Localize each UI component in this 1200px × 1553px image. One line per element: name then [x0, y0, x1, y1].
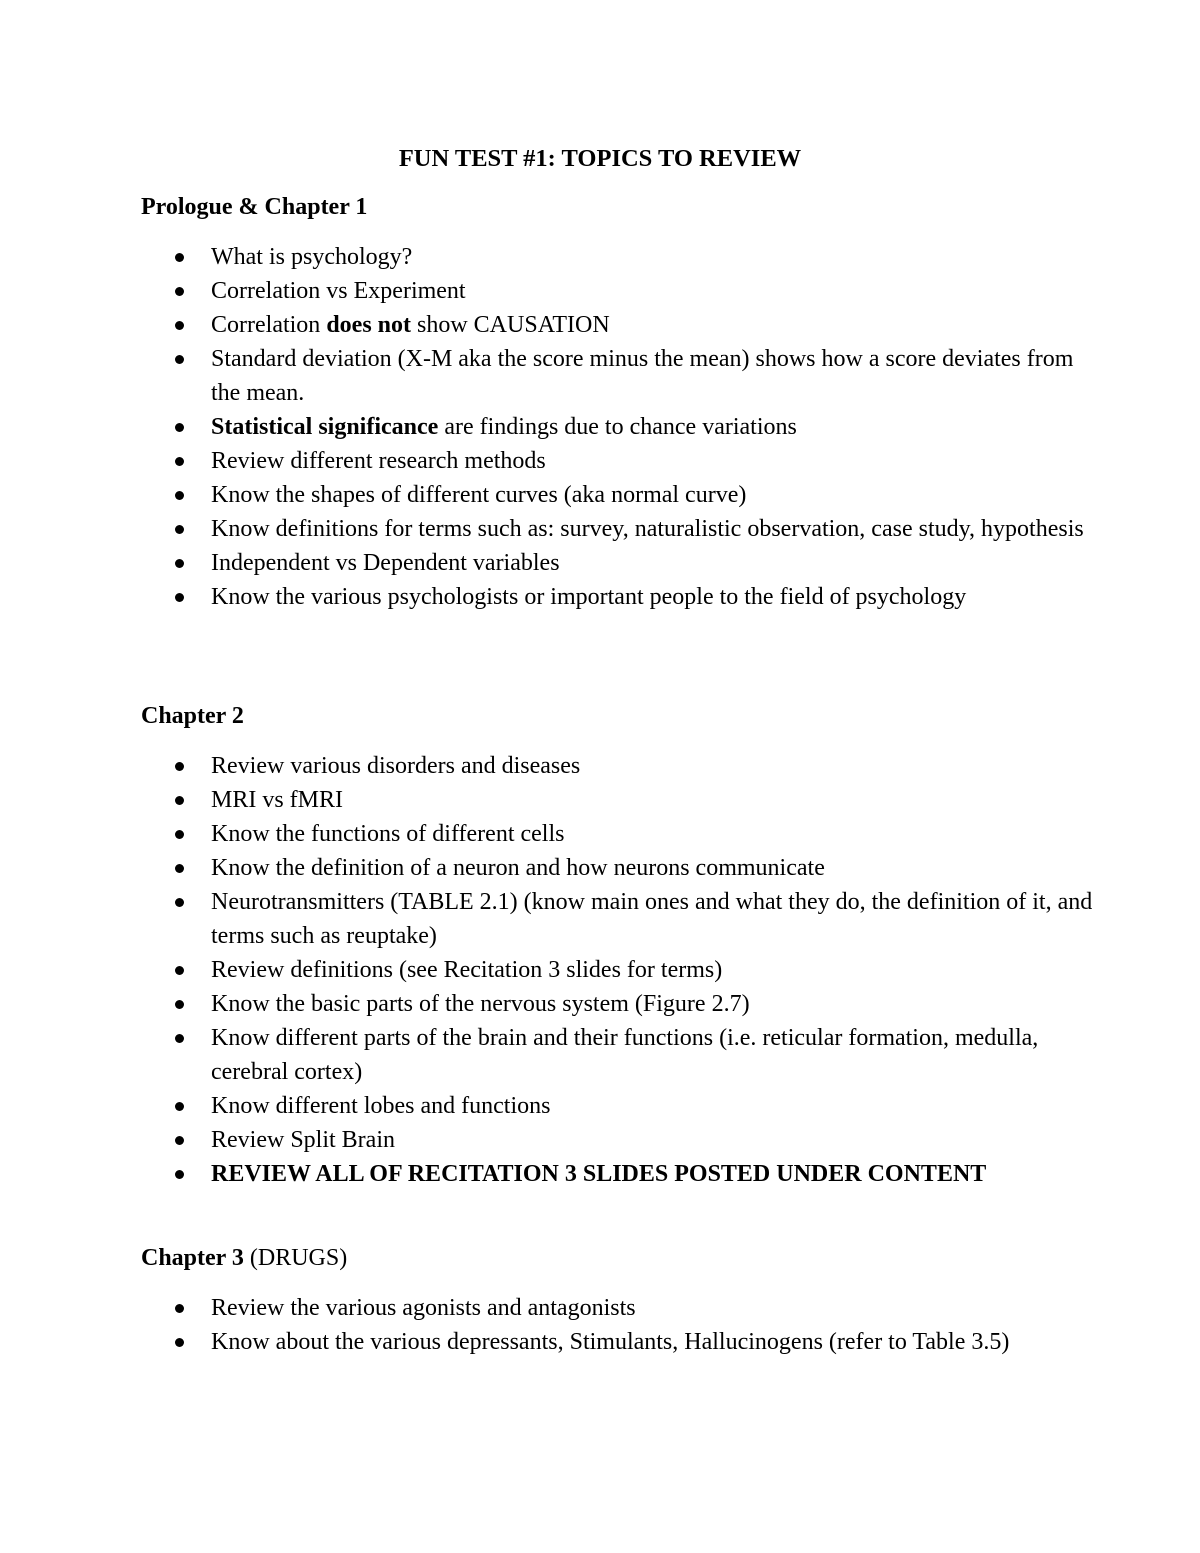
list-item [141, 580, 1101, 614]
list-item [141, 444, 1101, 478]
list-item [141, 308, 1101, 342]
list-item [141, 410, 1101, 444]
bullet-icon [175, 525, 184, 534]
list-item-text-bold: REVIEW ALL OF RECITATION 3 SLIDES POSTED UNDER CONTENT [211, 1161, 987, 1187]
bullet-icon [175, 966, 184, 975]
list-item [141, 953, 1101, 987]
bullet-icon [175, 355, 184, 364]
list-item-text-after: show CAUSATION [411, 312, 610, 338]
section-heading: Prologue & Chapter 1 [141, 194, 368, 220]
list-item [141, 783, 1101, 817]
list-item [141, 342, 1101, 410]
list-item-text: Know the basic parts of the nervous system (Figure 2.7) [211, 991, 750, 1017]
list-item-text: Know the functions of different cells [211, 821, 565, 847]
bullet-icon [175, 457, 184, 466]
section-prologue-chapter-1 [141, 190, 1101, 614]
bullet-icon [175, 864, 184, 873]
list-item-text-bold: does not [326, 312, 411, 338]
bullet-icon [175, 1136, 184, 1145]
list-item [141, 885, 1101, 953]
list-item-text: Standard deviation (X-M aka the score minus the mean) shows how a score deviates from the mean. [211, 346, 1074, 406]
bullet-icon [175, 762, 184, 771]
list-item [141, 274, 1101, 308]
bullet-icon [175, 287, 184, 296]
bullet-icon [175, 1170, 184, 1179]
bullet-icon [175, 559, 184, 568]
document-title: FUN TEST #1: TOPICS TO REVIEW [398, 145, 802, 172]
list-item-text-before: Correlation [211, 312, 327, 338]
bullet-icon [175, 321, 184, 330]
list-item-text: Independent vs Dependent variables [211, 550, 560, 576]
list-item-text: Know about the various depressants, Stimulants, Hallucinogens (refer to Table 3.5) [211, 1329, 1010, 1355]
list-item [141, 987, 1101, 1021]
section-chapter-3-drugs [141, 1241, 1101, 1359]
list-item [141, 851, 1101, 885]
list-item [141, 240, 1101, 274]
list-item [141, 1291, 1101, 1325]
bullet-icon [175, 1034, 184, 1043]
list-item-text: What is psychology? [211, 244, 413, 270]
list-item-text-bold: Statistical significance [211, 414, 439, 440]
bullet-icon [175, 1304, 184, 1313]
list-item-text: Review different research methods [211, 448, 546, 474]
list-item [141, 1157, 1101, 1191]
list-item [141, 1123, 1101, 1157]
list-item [141, 512, 1101, 546]
list-item-text: Review various disorders and diseases [211, 753, 581, 779]
bullet-icon [175, 423, 184, 432]
list-item-text: Review Split Brain [211, 1127, 395, 1153]
bullet-list [141, 240, 1101, 614]
list-item-text: Correlation vs Experiment [211, 278, 466, 304]
bullet-icon [175, 796, 184, 805]
list-item-text: Review the various agonists and antagonists [211, 1295, 636, 1321]
bullet-icon [175, 1000, 184, 1009]
bullet-icon [175, 830, 184, 839]
list-item-text: Know the various psychologists or important people to the field of psychology [211, 584, 967, 610]
list-item-text: Know the shapes of different curves (aka normal curve) [211, 482, 747, 508]
section-heading-bold: Chapter 3 [141, 1245, 244, 1271]
list-item [141, 817, 1101, 851]
bullet-icon [175, 1338, 184, 1347]
section-heading: Chapter 2 [141, 703, 244, 729]
list-item [141, 1021, 1101, 1089]
bullet-icon [175, 898, 184, 907]
list-item-text: Know definitions for terms such as: survey, naturalistic observation, case study, hypothesis [211, 516, 1084, 542]
list-item-text-after: are findings due to chance variations [438, 414, 797, 440]
list-item [141, 749, 1101, 783]
bullet-icon [175, 1102, 184, 1111]
list-item-text: Know different lobes and functions [211, 1093, 551, 1119]
bullet-list [141, 749, 1101, 1191]
list-item-text: Know the definition of a neuron and how neurons communicate [211, 855, 825, 881]
bullet-list [141, 1291, 1101, 1359]
list-item [141, 478, 1101, 512]
list-item-text: Review definitions (see Recitation 3 slides for terms) [211, 957, 723, 983]
list-item [141, 1325, 1101, 1359]
list-item-text: Know different parts of the brain and their functions (i.e. reticular formation, medulla, cerebral cortex) [211, 1025, 1039, 1085]
section-heading [141, 1241, 1101, 1275]
bullet-icon [175, 253, 184, 262]
list-item [141, 546, 1101, 580]
list-item-text: MRI vs fMRI [211, 787, 344, 813]
section-heading-plain: (DRUGS) [243, 1245, 348, 1271]
bullet-icon [175, 491, 184, 500]
list-item-text: Neurotransmitters (TABLE 2.1) (know main ones and what they do, the definition of it, and terms such as reuptake) [211, 889, 1093, 949]
bullet-icon [175, 593, 184, 602]
list-item [141, 1089, 1101, 1123]
section-chapter-2 [141, 699, 1101, 1191]
